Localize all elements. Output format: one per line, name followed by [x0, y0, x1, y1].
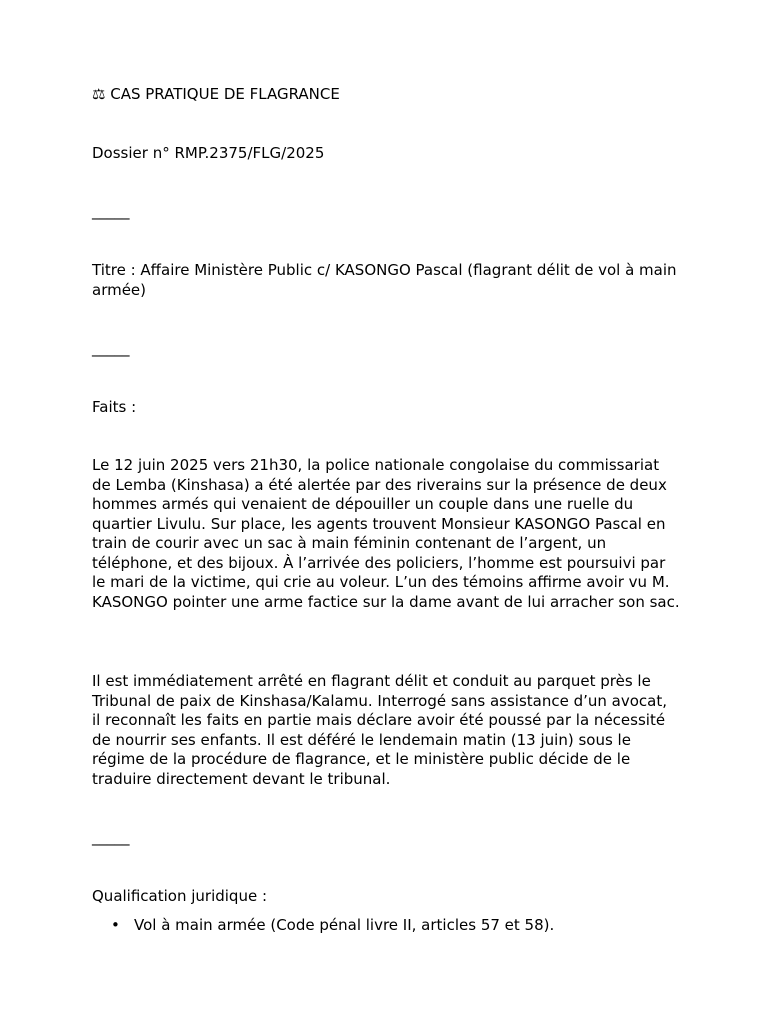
- list-item-text: Vol à main armée (Code pénal livre II, articles 57 et 58).: [134, 916, 555, 934]
- bullet-icon: •: [111, 916, 120, 934]
- list-item: [92, 916, 680, 936]
- facts-paragraph: Le 12 juin 2025 vers 21h30, la police nationale congolaise du commissariat de Lemba (Kinshasa) a été alertée par des riverains sur la présence de deux hommes armés qui venaient de dépouiller un couple dans une ruelle du quartier Livulu. Sur place, les agents trouvent Monsieur KASONGO Pascal en train de courir avec un sac à main féminin contenant de l’argent, un téléphone, et des bijoux. À l’arrivée des policiers, l’homme est poursuivi par le mari de la victime, qui crie au voleur. L’un des témoins affirme avoir vu M. KASONGO pointer une arme factice sur la dame avant de lui arracher son sac.: [92, 456, 680, 611]
- document-title: [92, 85, 680, 105]
- dossier-number: Dossier n° RMP.2375/FLG/2025: [92, 144, 325, 162]
- separator-line: _____: [92, 339, 130, 357]
- separator-line: _____: [92, 202, 130, 220]
- qualification-list: [92, 916, 680, 936]
- facts-heading: Faits :: [92, 398, 137, 416]
- facts-paragraph: Il est immédiatement arrêté en flagrant délit et conduit au parquet près le Tribunal de paix de Kinshasa/Kalamu. Interrogé sans assistance d’un avocat, il reconnaît les faits en partie mais déclare avoir été poussé par la nécessité de nourrir ses enfants. Il est déféré le lendemain matin (13 juin) sous le régime de la procédure de flagrance, et le ministère public décide de le traduire directement devant le tribunal.: [92, 672, 667, 788]
- qualification-heading: Qualification juridique :: [92, 887, 268, 905]
- scales-icon: ⚖: [92, 85, 106, 103]
- separator-line: _____: [92, 828, 130, 846]
- case-title: Titre : Affaire Ministère Public c/ KASONGO Pascal (flagrant délit de vol à main armée): [92, 261, 677, 299]
- document-title-text: CAS PRATIQUE DE FLAGRANCE: [110, 85, 340, 103]
